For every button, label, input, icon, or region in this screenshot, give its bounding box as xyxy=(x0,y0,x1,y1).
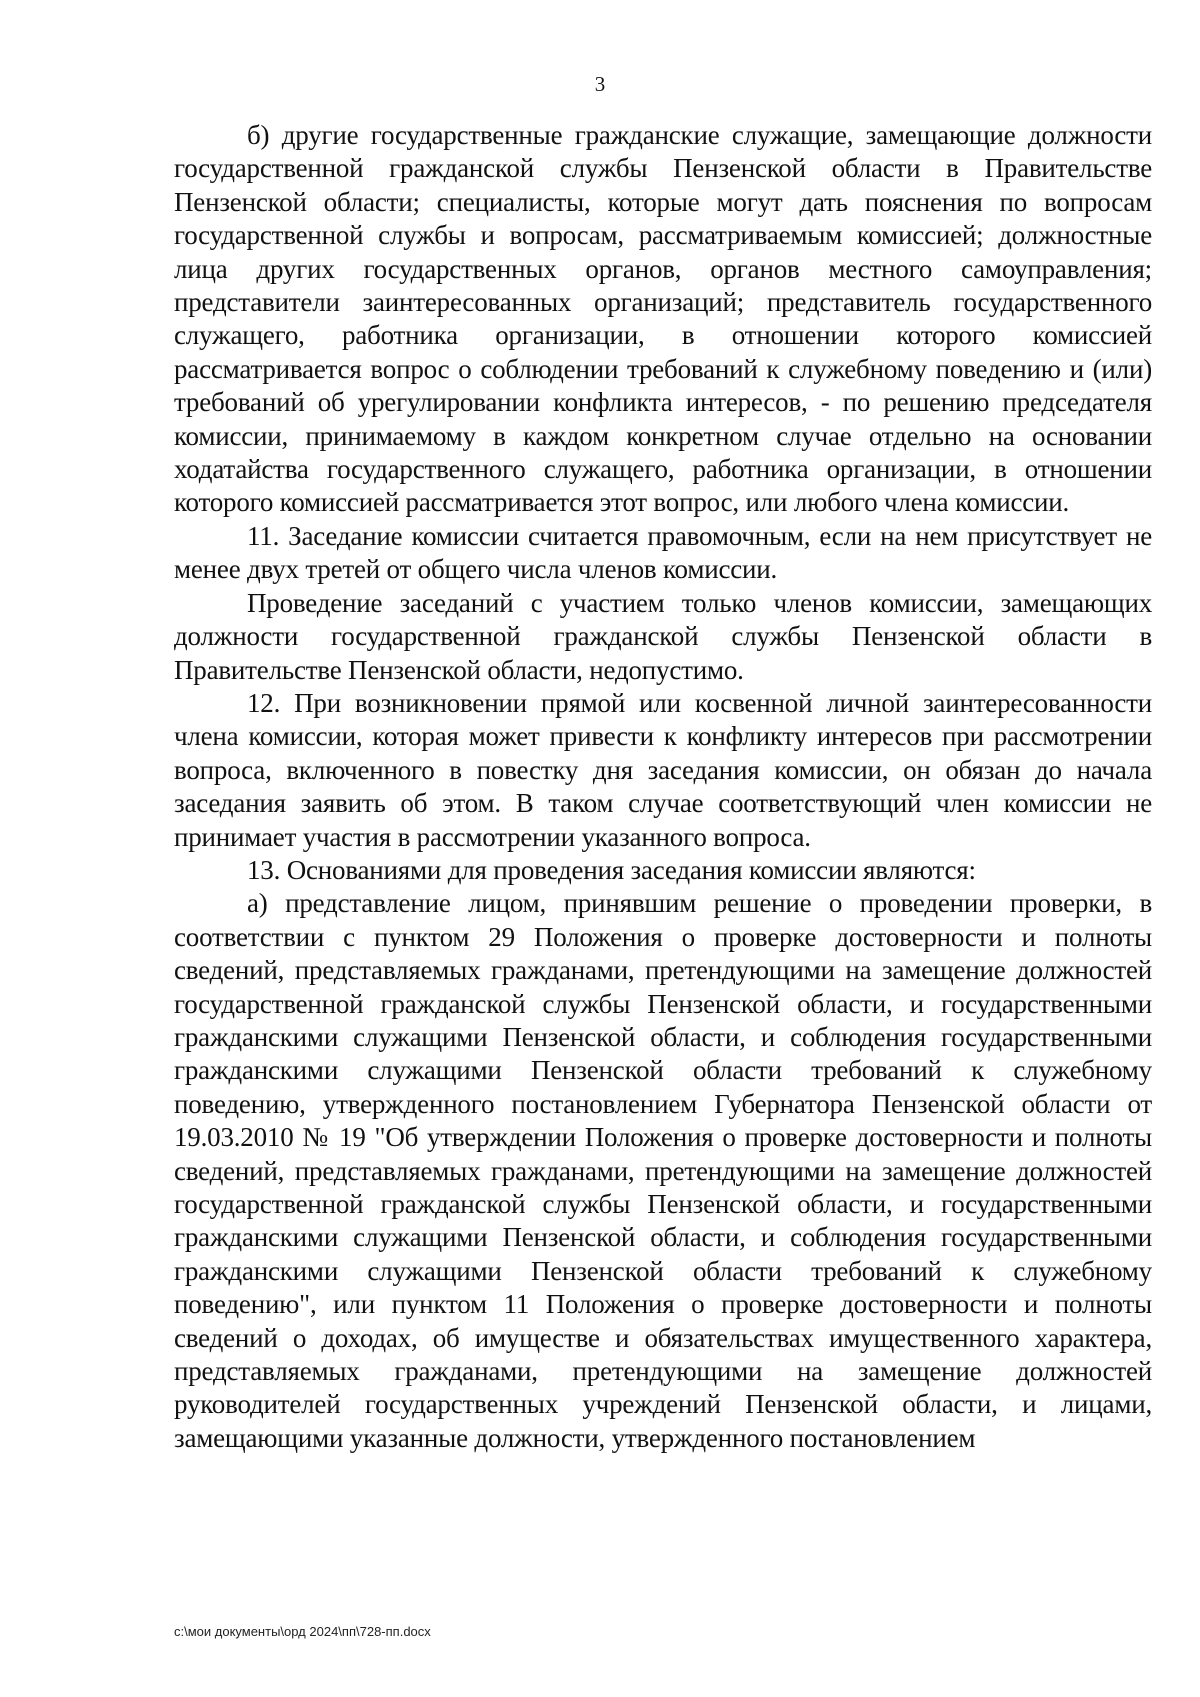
paragraph-12: 12. При возникновении прямой или косвенной личной заинтересованности члена комиссии, которая может привести к конфликту интересов при рассмотрении вопроса, включенного в повестку дня заседания комиссии, он обязан до начала заседания заявить об этом. В таком случае соответствующий член комиссии не принимает участия в рассмотрении указанного вопроса. xyxy=(174,687,1152,852)
document-body xyxy=(174,119,1152,1455)
paragraph-11-quorum-note: Проведение заседаний с участием только членов комиссии, замещающих должности государственной гражданской службы Пензенской области в Правительстве Пензенской области, недопустимо. xyxy=(174,587,1152,685)
page-number: 3 xyxy=(594,72,606,96)
paragraph-13a: а) представление лицом, принявшим решение о проведении проверки, в соответствии с пунктом 29 Положения о проверке достоверности и полноты сведений, представляемых гражданами, претендующими на замещение должностей государственной гражданской службы Пензенской области, и государственными гражданскими служащими Пензенской области, и соблюдения государственными гражданскими служащими Пензенской области требований к служебному поведению, утвержденного постановлением Губернатора Пензенской области от 19.03.2010 № 19 "Об утверждении Положения о проверке достоверности и полноты сведений, представляемых гражданами, претендующими на замещение должностей государственной гражданской службы Пензенской области, и государственными гражданскими служащими Пензенской области, и соблюдения государственными гражданскими служащими Пензенской области требований к служебному поведению", или пунктом 11 Положения о проверке достоверности и полноты сведений о доходах, об имуществе и обязательствах имущественного характера, представляемых гражданами, претендующими на замещение должностей руководителей государственных учреждений Пензенской области, и лицами, замещающими указанные должности, утвержденного постановлением xyxy=(174,888,1152,1453)
paragraph-11: 11. Заседание комиссии считается правомочным, если на нем присутствует не менее двух третей от общего числа членов комиссии. xyxy=(174,520,1152,585)
footer-file-path: c:\мои документы\орд 2024\пп\728-пп.docx xyxy=(174,1624,431,1639)
paragraph-10b: б) другие государственные гражданские служащие, замещающие должности государственной гражданской службы Пензенской области в Правительстве Пензенской области; специалисты, которые могут дать пояснения по вопросам государственной службы и вопросам, рассматриваемым комиссией; должностные лица других государственных органов, органов местного самоуправления; представители заинтересованных организаций; представитель государственного служащего, работника организации, в отношении которого комиссией рассматривается вопрос о соблюдении требований к служебному поведению и (или) требований об урегулировании конфликта интересов, - по решению председателя комиссии, принимаемому в каждом конкретном случае отдельно на основании ходатайства государственного служащего, работника организации, в отношении которого комиссией рассматривается этот вопрос, или любого члена комиссии. xyxy=(174,120,1152,518)
paragraph-13: 13. Основаниями для проведения заседания комиссии являются: xyxy=(247,854,976,885)
